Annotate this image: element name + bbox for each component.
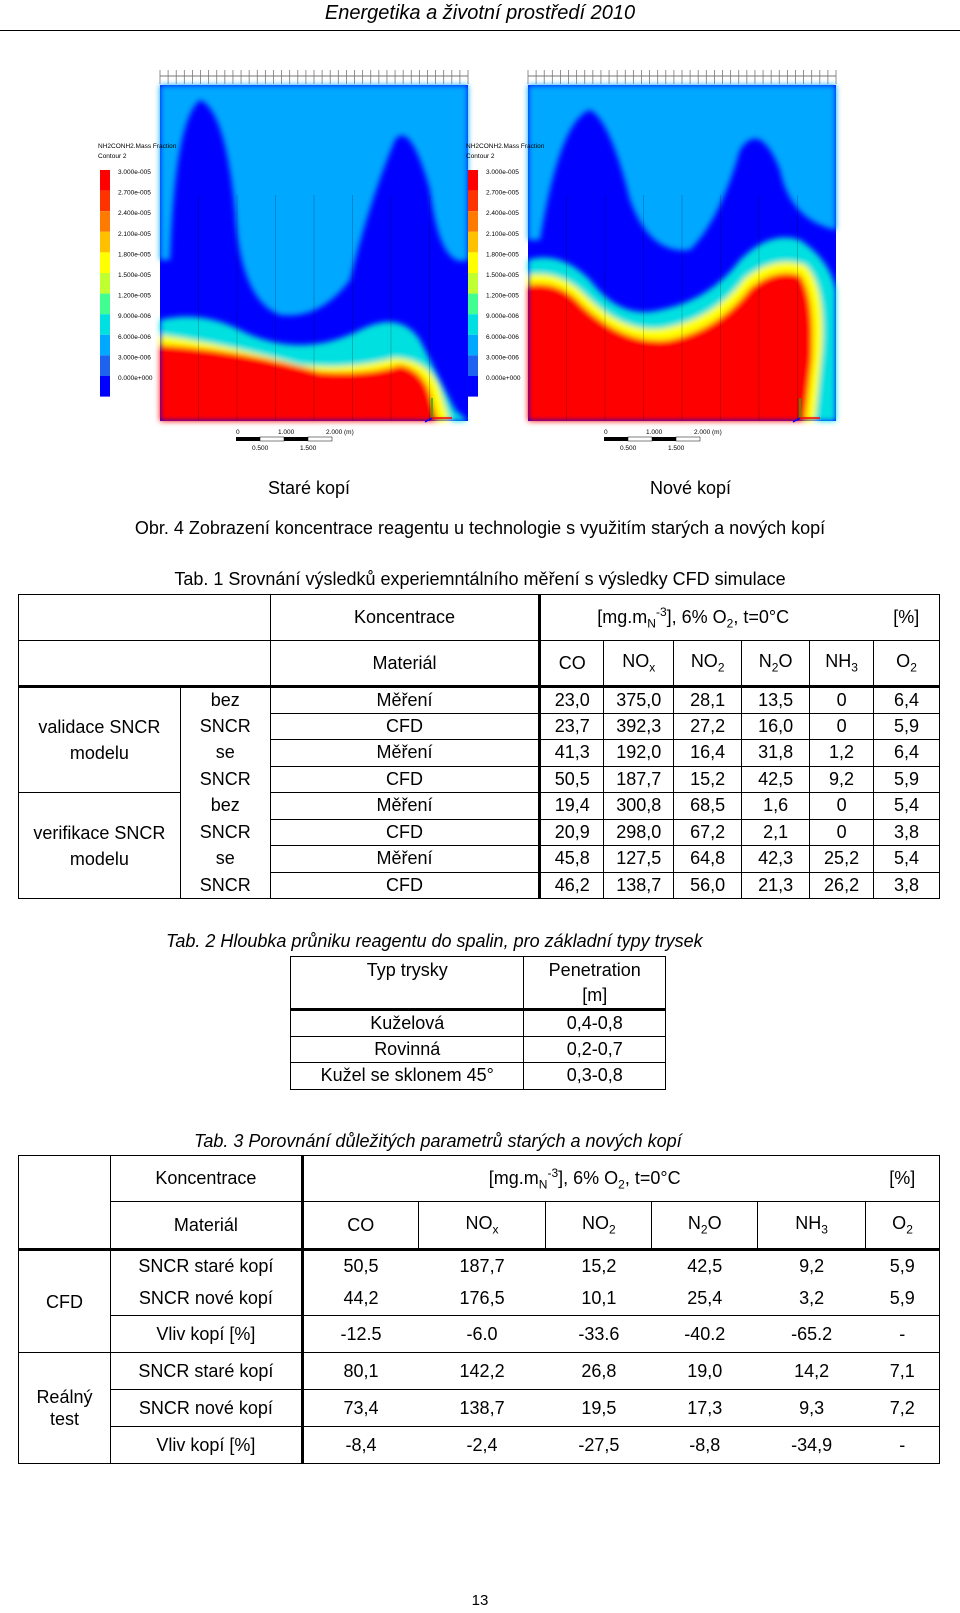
table-row — [19, 1390, 940, 1427]
table1-cell: 300,8 — [604, 793, 674, 820]
table3-cell: 142,2 — [418, 1353, 546, 1390]
legend-swatch — [468, 191, 478, 212]
table-row — [19, 1250, 940, 1283]
figure-caption: Obr. 4 Zobrazení koncentrace reagentu u technologie s využitím starých a nových kopí — [134, 518, 826, 538]
table1-sncr-label: bez — [210, 795, 240, 816]
legend-value: 0.000e+000 — [118, 375, 153, 382]
table3-cell: -34,9 — [758, 1427, 866, 1464]
table1-cell: 1,6 — [742, 793, 810, 820]
table3-row-label: SNCR staré kopí — [110, 1250, 302, 1283]
table3-cell: -8,4 — [302, 1427, 418, 1464]
table1-col-co: CO — [540, 641, 604, 687]
table-row — [19, 687, 940, 714]
table2-header-unit: [m] — [524, 984, 666, 1010]
legend-value: 2.700e-005 — [486, 189, 519, 197]
legend-value: 3.000e-005 — [486, 169, 519, 176]
table3-cell: 5,9 — [866, 1283, 940, 1316]
legend-swatch — [100, 273, 110, 294]
table3-cell: 9,3 — [758, 1390, 866, 1427]
table1-cell: 13,5 — [742, 687, 810, 714]
table1-method: Měření — [270, 687, 540, 714]
table3-unit: $[mg.m_N^{-3}]$, 6% $O_2$, t=0°C — [302, 1156, 865, 1202]
table1-caption: Tab. 1 Srovnání výsledků experiemntálního měření s výsledky CFD simulace — [174, 569, 786, 589]
svg-text:1.500: 1.500 — [300, 445, 317, 452]
table2-nozzle-type: Kužel se sklonem 45° — [291, 1063, 524, 1090]
table3-cell: 14,2 — [758, 1353, 866, 1390]
table3-cell: 138,7 — [418, 1390, 546, 1427]
table3-cell: - — [866, 1316, 940, 1353]
table3-row-label: SNCR staré kopí — [110, 1353, 302, 1390]
table3-cell: 7,1 — [866, 1353, 940, 1390]
table1-cell: 15,2 — [674, 766, 742, 793]
legend-value: 9.000e-006 — [486, 313, 519, 321]
legend-value: 3.000e-005 — [118, 169, 151, 176]
table1-cell: 2,1 — [742, 819, 810, 846]
table1-material-label: Materiál — [270, 641, 540, 687]
table3-cell: -2,4 — [418, 1427, 546, 1464]
table-row — [19, 1353, 940, 1390]
table1-cell: 26,2 — [810, 872, 874, 899]
table1-cell: 21,3 — [742, 872, 810, 899]
table1-cell: 392,3 — [604, 713, 674, 740]
table1-method: CFD — [270, 819, 540, 846]
table1-sncr-label: se — [215, 742, 235, 763]
legend-value: 2.400e-005 — [486, 210, 519, 218]
legend-subtitle: Contour 2 — [466, 153, 495, 160]
table1-cell: 46,2 — [540, 872, 604, 899]
legend-swatch — [468, 170, 478, 191]
table1-cell: 28,1 — [674, 687, 742, 714]
legend-swatch — [468, 252, 478, 273]
table3-col-nox: $NO_x$ — [418, 1202, 546, 1250]
table1-cell: 27,2 — [674, 713, 742, 740]
legend-swatch — [100, 252, 110, 273]
legend-value: 1.200e-005 — [118, 292, 151, 300]
legend-swatch — [468, 294, 478, 315]
legend-swatch — [100, 211, 110, 232]
table3-cell: 5,9 — [866, 1250, 940, 1283]
table3-cell: 187,7 — [418, 1250, 546, 1283]
cfd-figure — [0, 60, 960, 460]
table1-col-n2o: $N_2O$ — [742, 641, 810, 687]
table2-nozzle-type: Rovinná — [291, 1036, 524, 1063]
table1-cell: 42,3 — [742, 846, 810, 873]
table3-cell: 176,5 — [459, 1288, 505, 1309]
legend-swatch — [468, 355, 478, 376]
table3 — [18, 1155, 940, 1464]
table1-cell: 16,4 — [674, 740, 742, 767]
table3-row-label: Vliv kopí [%] — [110, 1316, 302, 1353]
legend-value: 3.000e-006 — [118, 354, 151, 362]
table1-col-nh3: $NH_3$ — [810, 641, 874, 687]
table1-col-no2: $NO_2$ — [674, 641, 742, 687]
table3-cell: 9,2 — [758, 1250, 866, 1283]
table3-cell: 17,3 — [652, 1390, 758, 1427]
header-rule — [0, 30, 960, 31]
table2-penetration: 0,3-0,8 — [524, 1063, 666, 1090]
table3-cell: -40.2 — [652, 1316, 758, 1353]
table3-caption: Tab. 3 Porovnání důležitých parametrů starých a nových kopí — [194, 1131, 682, 1151]
table1-cell: 5,4 — [874, 846, 940, 873]
table1-sncr-label: se — [215, 848, 235, 869]
svg-text:0: 0 — [604, 429, 608, 436]
legend-swatch — [468, 232, 478, 253]
table-row — [19, 1283, 940, 1316]
legend-value: 1.800e-005 — [486, 251, 519, 259]
table3-cell: 19,0 — [652, 1353, 758, 1390]
legend-value: 2.700e-005 — [118, 189, 151, 197]
table1-cell: 5,9 — [874, 713, 940, 740]
table1-cell: 20,9 — [540, 819, 604, 846]
legend-value: 2.100e-005 — [118, 230, 151, 238]
table1-cell: 31,8 — [742, 740, 810, 767]
svg-text:0: 0 — [236, 429, 240, 436]
legend-swatch — [100, 376, 110, 397]
table1-cell: 67,2 — [674, 819, 742, 846]
table2-header-type: Typ trysky — [291, 957, 524, 984]
table2-penetration: 0,2-0,7 — [524, 1036, 666, 1063]
table1-cell: 187,7 — [604, 766, 674, 793]
legend-value: 1.800e-005 — [118, 251, 151, 259]
table3-cell: - — [866, 1427, 940, 1464]
table1-cell: 138,7 — [604, 872, 674, 899]
table3-cell: -27,5 — [546, 1427, 652, 1464]
table1-sncr-label: SNCR — [199, 715, 251, 736]
legend-value: 6.000e-006 — [118, 333, 151, 341]
table3-col-n2o: $N_2O$ — [652, 1202, 758, 1250]
table3-row-label: SNCR nové kopí — [110, 1283, 302, 1316]
table3-cell: -12.5 — [302, 1316, 418, 1353]
table1-cell: 3,8 — [874, 872, 940, 899]
table-row — [291, 1010, 666, 1037]
cfd-panel-old — [160, 70, 468, 422]
legend-swatch — [468, 376, 478, 397]
svg-text:1.000: 1.000 — [646, 429, 663, 436]
legend-swatch — [468, 211, 478, 232]
panel-left-label: Staré kopí — [268, 478, 351, 498]
table1-cell: 41,3 — [540, 740, 604, 767]
table1-cell: 1,2 — [810, 740, 874, 767]
cfd-panel-new — [528, 70, 836, 422]
table1-cell: 56,0 — [674, 872, 742, 899]
table1-cell: 0 — [810, 793, 874, 820]
table2-penetration: 0,4-0,8 — [524, 1010, 666, 1037]
table3-cell: 15,2 — [546, 1250, 652, 1283]
table3-col-o2: $O_2$ — [866, 1202, 940, 1250]
table1-cell: 375,0 — [604, 687, 674, 714]
table-row — [19, 793, 940, 820]
table1-method: CFD — [270, 713, 540, 740]
legend-swatch — [468, 314, 478, 335]
table1-sncr-label: SNCR — [180, 872, 270, 899]
table1-group-label: verifikace SNCR modelu — [19, 793, 181, 899]
table3-cell: 3,2 — [799, 1288, 825, 1309]
table2-nozzle-type: Kuželová — [291, 1010, 524, 1037]
table1-cell: 25,2 — [810, 846, 874, 873]
legend-swatch — [468, 335, 478, 356]
table1-method: Měření — [270, 793, 540, 820]
table1-cell: 0 — [810, 819, 874, 846]
table1-cell: 5,9 — [874, 766, 940, 793]
table3-material-label: Materiál — [110, 1202, 302, 1250]
svg-text:(m): (m) — [344, 429, 354, 436]
table1-cell: 68,5 — [674, 793, 742, 820]
legend-value: 0.000e+000 — [486, 375, 521, 382]
table3-col-nh3: $NH_3$ — [758, 1202, 866, 1250]
table1-cell: 64,8 — [674, 846, 742, 873]
legend-value: 2.100e-005 — [486, 230, 519, 238]
table3-group-label: CFD — [19, 1250, 111, 1353]
legend-value: 9.000e-006 — [118, 313, 151, 321]
table3-percent: [%] — [866, 1156, 940, 1202]
legend-value: 6.000e-006 — [486, 333, 519, 341]
svg-text:2.000: 2.000 — [694, 429, 711, 436]
table1-unit: $[mg.m_N^{-3}]$, 6% $O_2$, t=0°C — [540, 595, 874, 641]
table1-sncr-label: SNCR — [199, 768, 251, 789]
table-row — [19, 1427, 940, 1464]
table3-cell: 26,8 — [546, 1353, 652, 1390]
table1-cell: 192,0 — [604, 740, 674, 767]
page-number: 13 — [471, 1592, 489, 1609]
table3-cell: -6.0 — [418, 1316, 546, 1353]
panel-right-label: Nové kopí — [650, 478, 732, 498]
legend-swatch — [100, 294, 110, 315]
table3-cell: -65.2 — [758, 1316, 866, 1353]
table3-cell: 7,2 — [866, 1390, 940, 1427]
table2-header-penetration: Penetration — [524, 957, 666, 984]
table1-cell: 45,8 — [540, 846, 604, 873]
table1-koncentrace-label: Koncentrace — [270, 595, 540, 641]
table3-cell: 42,5 — [652, 1250, 758, 1283]
table1-col-nox: $NO_x$ — [604, 641, 674, 687]
svg-text:0.500: 0.500 — [620, 445, 637, 452]
table2 — [290, 956, 666, 1090]
legend-swatch — [468, 273, 478, 294]
legend-title: NH2CONH2.Mass Fraction — [98, 143, 177, 150]
table3-cell: 25,4 — [687, 1288, 723, 1309]
table3-cell: 10,1 — [581, 1288, 617, 1309]
scale-bar-left — [236, 429, 354, 452]
svg-text:1.500: 1.500 — [668, 445, 685, 452]
table1-cell: 50,5 — [540, 766, 604, 793]
table1-method: Měření — [270, 846, 540, 873]
table1-cell: 127,5 — [604, 846, 674, 873]
table1-cell: 6,4 — [874, 687, 940, 714]
table1-cell: 23,0 — [540, 687, 604, 714]
legend-swatch — [100, 232, 110, 253]
legend-swatch — [100, 314, 110, 335]
table1-cell: 42,5 — [742, 766, 810, 793]
table1-sncr-label: SNCR — [199, 821, 251, 842]
svg-text:2.000: 2.000 — [326, 429, 343, 436]
table1-col-o2: $O_2$ — [874, 641, 940, 687]
legend-value: 2.400e-005 — [118, 210, 151, 218]
table3-koncentrace-label: Koncentrace — [110, 1156, 302, 1202]
table3-col-co: CO — [302, 1202, 418, 1250]
table1-cell: 23,7 — [540, 713, 604, 740]
table1-cell: 6,4 — [874, 740, 940, 767]
table1-cell: 298,0 — [604, 819, 674, 846]
legend-value: 3.000e-006 — [486, 354, 519, 362]
table3-col-no2: $NO_2$ — [546, 1202, 652, 1250]
table1-cell: 16,0 — [742, 713, 810, 740]
table1 — [18, 594, 940, 899]
svg-text:0.500: 0.500 — [252, 445, 269, 452]
table2-caption: Tab. 2 Hloubka průniku reagentu do spalin, pro základní typy trysek — [166, 931, 703, 951]
table1-method: Měření — [270, 740, 540, 767]
table3-cell: 73,4 — [302, 1390, 418, 1427]
table1-cell: 9,2 — [810, 766, 874, 793]
legend-value: 1.200e-005 — [486, 292, 519, 300]
table1-method: CFD — [270, 872, 540, 899]
table1-group-label: validace SNCR modelu — [19, 687, 181, 793]
legend-swatch — [100, 335, 110, 356]
table-row — [19, 1316, 940, 1353]
table3-row-label: Vliv kopí [%] — [110, 1427, 302, 1464]
table3-cell: 50,5 — [302, 1250, 418, 1283]
legend-value: 1.500e-005 — [486, 272, 519, 279]
legend-swatch — [100, 170, 110, 191]
running-title: Energetika a životní prostředí 2010 — [324, 2, 636, 24]
table-row — [291, 1063, 666, 1090]
legend-swatch — [100, 191, 110, 212]
table1-method: CFD — [270, 766, 540, 793]
scale-bar-right — [604, 429, 722, 452]
legend-subtitle: Contour 2 — [98, 153, 127, 160]
table3-cell: 44,2 — [343, 1288, 379, 1309]
table3-group-label: Reálný test — [19, 1353, 111, 1464]
table3-cell: 80,1 — [302, 1353, 418, 1390]
table1-cell: 5,4 — [874, 793, 940, 820]
table3-cell: -33.6 — [546, 1316, 652, 1353]
table3-row-label: SNCR nové kopí — [110, 1390, 302, 1427]
table1-cell: 19,4 — [540, 793, 604, 820]
table1-percent: [%] — [874, 595, 940, 641]
table3-cell: 19,5 — [546, 1390, 652, 1427]
table1-sncr-label: bez — [180, 687, 270, 714]
legend-title: NH2CONH2.Mass Fraction — [466, 143, 545, 150]
svg-text:(m): (m) — [712, 429, 722, 436]
svg-text:1.000: 1.000 — [278, 429, 295, 436]
table1-cell: 0 — [810, 713, 874, 740]
table1-cell: 0 — [810, 687, 874, 714]
legend-swatch — [100, 355, 110, 376]
table1-cell: 3,8 — [874, 819, 940, 846]
table3-cell: -8,8 — [652, 1427, 758, 1464]
table-row — [291, 1036, 666, 1063]
legend-value: 1.500e-005 — [118, 272, 151, 279]
